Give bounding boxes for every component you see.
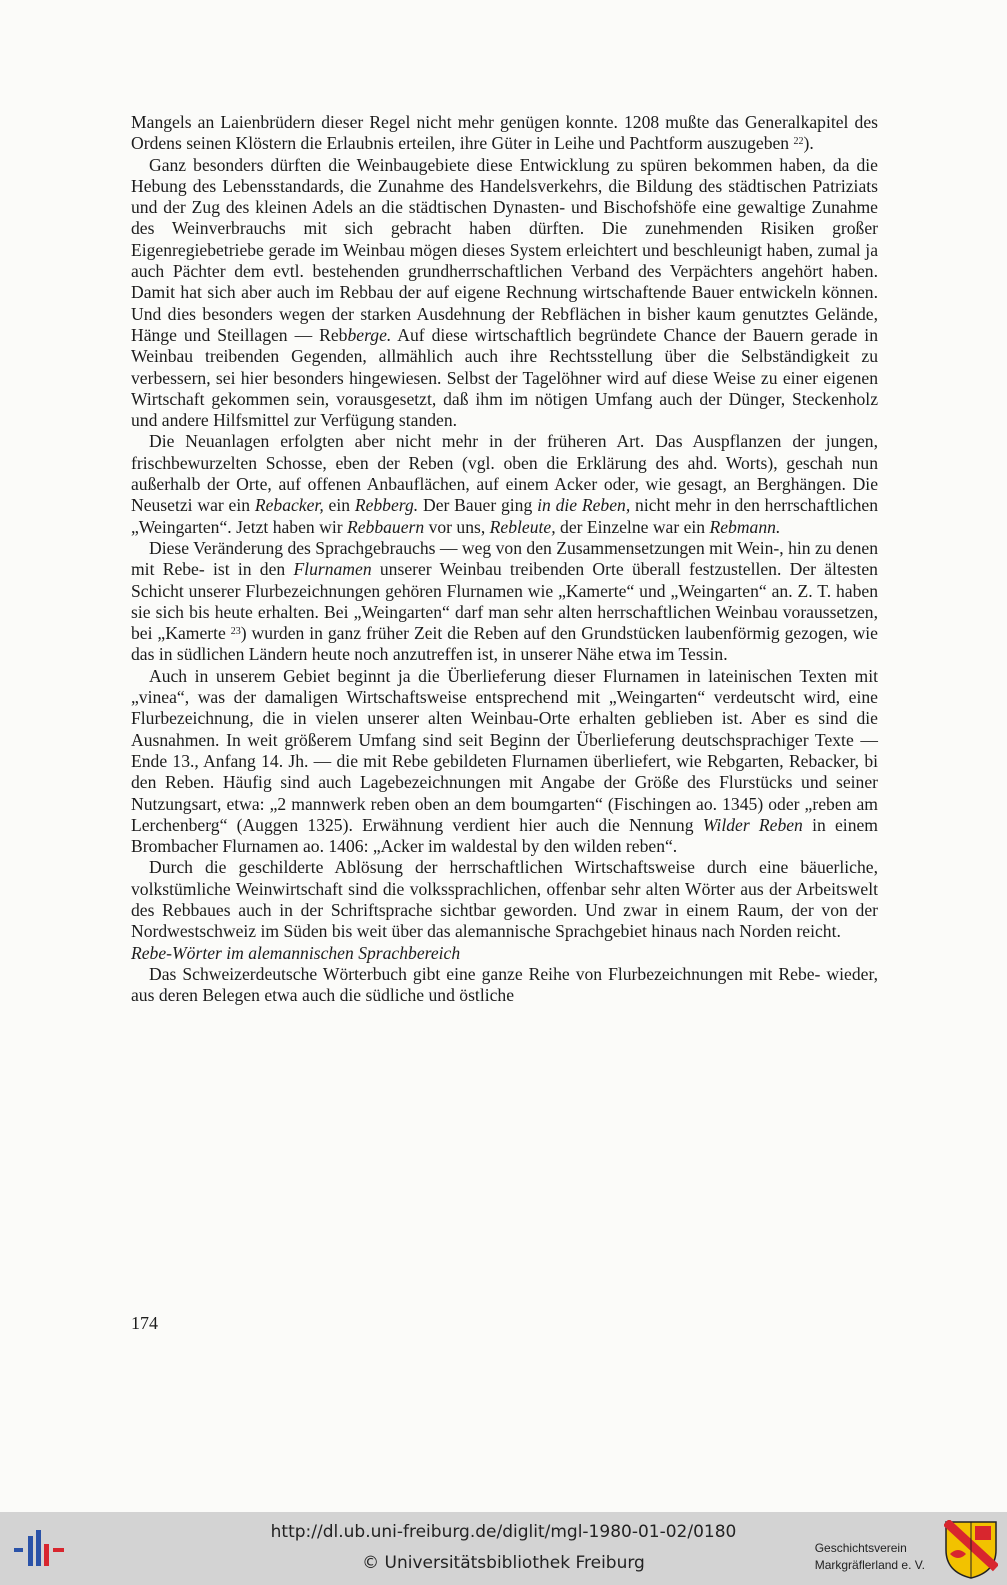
text-run: ) wurden in ganz früher Zeit die Reben auf den Grundstücken laubenförmig gezogen, wie das in südlichen Ländern heute noch anzutreffen ist, in unserer Nähe etwa im Tessin. (131, 623, 878, 665)
italic-term: in die Reben, (537, 495, 631, 516)
italic-term: Flurnamen (293, 559, 372, 580)
paragraph (131, 112, 878, 155)
document-url-link[interactable]: http://dl.ub.uni-freiburg.de/diglit/mgl-1980-01-02/0180 (270, 1522, 737, 1542)
text-run: ein (323, 495, 355, 516)
text-run: unserer Weinbau treibenden Orte überall festzustellen. Der ältesten Schicht unserer Flurbezeichnungen gehören Flurnamen wie „Kamerte“ und „Weingarten“ an. Z. T. haben sie sich bis heute erhalten. Bei „Weingarten“ darf man sehr alten herrschaftlichen Weinbau voraussetzen, bei „Kamerte (131, 559, 878, 644)
text-run: nicht mehr in den herrschaftlichen „Weingarten“. Jetzt haben wir (131, 495, 878, 537)
text-run: Rebe-Wörter im alemannischen Sprachbereich (131, 942, 461, 963)
footer-bar (0, 1512, 1007, 1585)
paragraph (131, 538, 878, 666)
text-run: vor uns, (424, 516, 490, 537)
italic-term: Wilder Reben (702, 814, 803, 835)
paragraph (131, 155, 878, 432)
italic-term: Rebacker, (254, 495, 324, 516)
coat-of-arms-icon (944, 1520, 998, 1580)
text-run: Durch die geschilderte Ablösung der herrschaftlichen Wirtschaftsweise durch eine bäuerliche, volkstümliche Weinwirtschaft sind die volkssprachlichen, offenbar sehr alten Wörter aus der Arbeitswelt des Rebbaues auch in der Schriftsprache sichtbar geworden. Und zwar in einem Raum, der von der Nordwestschweiz im Süden bis weit über das alemannische Sprachgebiet hinaus nach Norden reicht. (131, 857, 878, 942)
paragraph (131, 964, 878, 1007)
italic-term: Rebberg. (354, 495, 419, 516)
text-run: Der Bauer ging (418, 495, 538, 516)
text-run: Mangels an Laienbrüdern dieser Regel nicht mehr genügen konnte. 1208 mußte das Generalkapitel des Ordens seinen Klöstern die Erlaubnis erteilen, ihre Güter in Leihe und Pachtform auszugeben (131, 112, 878, 154)
page-number: 174 (131, 1313, 158, 1333)
text-run: der Einzelne war ein (555, 516, 710, 537)
paragraph (131, 431, 878, 537)
italic-term: Rebbauern (346, 516, 425, 537)
text-run: Ganz besonders dürften die Weinbaugebiete diese Entwicklung zu spüren bekommen haben, da die Hebung des Lebensstandards, die Zunahme des Handelsverkehrs, die Bildung des städtischen Patriziats und der Zug des kleinen Adels an die städtischen Dynasten- und Bischofshöfe eine gewaltige Zunahme des Weinverbrauchs mit sich gebracht haben dürften. Die zunehmenden Risiken großer Eigenregiebetriebe gerade im Weinbau mögen dieses System erleichtert und beschleunigt haben, zumal ja auch Pächter dem evtl. bestehenden grundherrschaftlichen Verband des Verpächters angehört haben. Damit hat sich aber auch im Rebbau der auf eigene Rechnung wirtschaftende Bauer entwickeln können. Und dies besonders wegen der starken Ausdehnung der Rebflächen in bisher kaum genutztes Gelände, Hänge und Steillagen — Reb (131, 154, 878, 345)
footnote-ref: 22 (793, 136, 804, 148)
copyright-text: © Universitätsbibliothek Freiburg (362, 1553, 645, 1573)
italic-term: berge. (347, 324, 392, 345)
italic-term: Rebmann. (709, 516, 781, 537)
document-body (131, 112, 878, 1006)
society-line-1: Geschichtsverein (814, 1541, 907, 1555)
paragraph (131, 857, 878, 942)
section-heading (131, 943, 878, 964)
footnote-ref: 23 (230, 626, 241, 638)
text-run: Auch in unserem Gebiet beginnt ja die Überlieferung dieser Flurnamen in lateinischen Texten mit „vinea“, was der damaligen Wirtschaftsweise entsprechend mit „Weingarten“ verdeutscht wird, eine Flurbezeichnung, die in vielen unserer alten Weinbau-Orte erhalten geblieben ist. Aber es sind die Ausnahmen. In weit größerem Umfang sind seit Beginn der Überlieferung deutschsprachiger Texte — Ende 13., Anfang 14. Jh. — die mit Rebe gebildeten Flurnamen überliefert, wie Rebgarten, Rebacker, bi den Reben. Häufig sind auch Lagebezeichnungen mit Angabe der Größe des Flurstücks und seiner Nutzungsart, etwa: „2 mannwerk reben oben an dem boumgarten“ (Fischingen ao. 1345) oder „reben am Lerchenberg“ (Auggen 1325). Erwähnung verdient hier auch die Nennung (131, 665, 878, 835)
text-run: in einem Brombacher Flurnamen ao. 1406: „Acker im waldestal by den wilden reben“. (131, 814, 878, 857)
text-run: ). (803, 133, 814, 154)
italic-term: Rebleute, (489, 516, 556, 537)
society-name (815, 1540, 925, 1574)
text-run: Die Neuanlagen erfolgten aber nicht mehr in der früheren Art. Das Auspflanzen der jungen, frischbewurzelten Schosse, eben der Reben (vgl. oben die Erklärung des ahd. Worts), geschah nun außerhalb der Orte, auf offenen Anbauflächen, auf einem Acker oder, wie gesagt, an Berghängen. Die Neusetzi war ein (131, 431, 878, 516)
text-run: Das Schweizerdeutsche Wörterbuch gibt eine ganze Reihe von Flurbezeichnungen mit Rebe- wieder, aus deren Belegen etwa auch die südliche und östliche (131, 963, 878, 1006)
text-run: Diese Veränderung des Sprachgebrauchs — weg von den Zusammensetzungen mit Wein-, hin zu denen mit Rebe- ist in den (131, 537, 878, 580)
society-line-2: Markgräflerland e. V. (814, 1558, 925, 1572)
paragraph (131, 666, 878, 858)
text-run: Auf diese wirtschaftlich begründete Chance der Bauern gerade in Weinbau treibenden Gegenden, allmählich auch ihre Rechtsstellung über die Selbständigkeit zu verbessern, sei hier besonders hingewiesen. Selbst der Tagelöhner wird auf diese Weise zu einer eigenen Wirtschaft gekommen sein, vorausgesetzt, daß ihm im nötigen Umfang auch der Dünger, Steckenholz und andere Hilfsmittel zur Verfügung standen. (131, 324, 878, 431)
